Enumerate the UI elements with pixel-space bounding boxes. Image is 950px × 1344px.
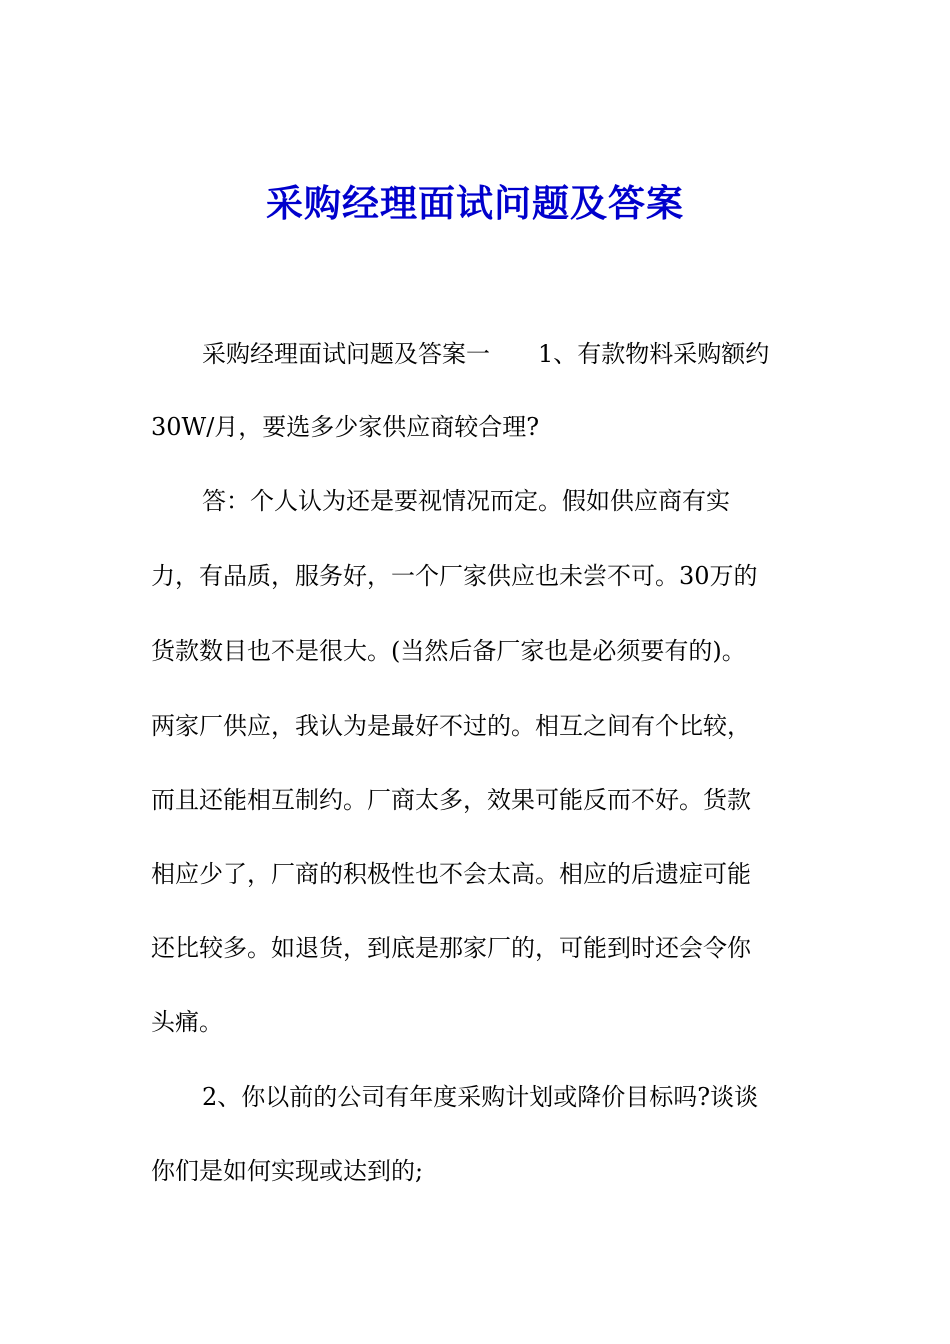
paragraph-line: 30W/月，要选多少家供应商较合理?: [151, 413, 540, 441]
paragraph-line: 答：个人认为还是要视情况而定。假如供应商有实: [202, 487, 730, 515]
document-title: 采购经理面试问题及答案: [266, 181, 684, 225]
paragraph-line: 而且还能相互制约。厂商太多，效果可能反而不好。货款: [151, 786, 751, 814]
paragraph-line: 头痛。: [151, 1008, 223, 1036]
paragraph-line: 货款数目也不是很大。(当然后备厂家也是必须要有的)。: [151, 637, 746, 665]
paragraph-line: 还比较多。如退货，到底是那家厂的，可能到时还会令你: [151, 934, 751, 962]
paragraph-line: 采购经理面试问题及答案一 1、有款物料采购额约: [202, 340, 770, 368]
paragraph-line: 2、你以前的公司有年度采购计划或降价目标吗?谈谈: [202, 1083, 759, 1111]
paragraph-line: 力，有品质，服务好，一个厂家供应也未尝不可。30万的: [151, 562, 758, 590]
paragraph-line: 相应少了，厂商的积极性也不会太高。相应的后遗症可能: [151, 860, 751, 888]
paragraph-line: 你们是如何实现或达到的;: [151, 1157, 424, 1185]
paragraph-line: 两家厂供应，我认为是最好不过的。相互之间有个比较，: [151, 712, 751, 740]
